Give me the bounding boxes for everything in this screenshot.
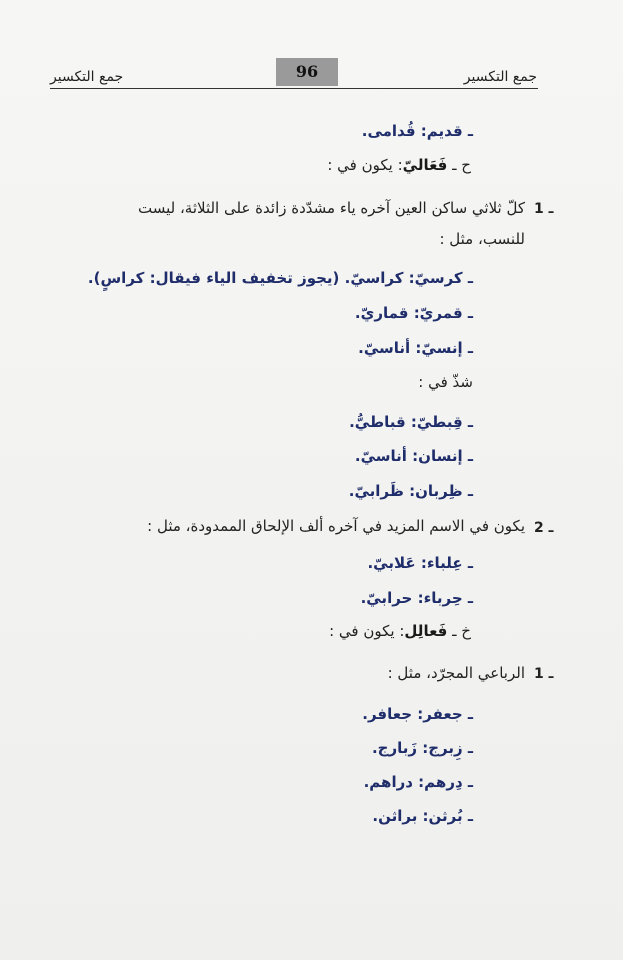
section-letter: خ ـ [447, 622, 471, 640]
header-rule [50, 88, 538, 89]
page-number: 96 [276, 58, 338, 86]
example-line: ـ زِبرج: زَبارج. [371, 739, 473, 757]
example-line: ـ عِلباء: عَلابيّ. [367, 554, 473, 572]
example-line: ـ جعفر: جعافر. [362, 705, 473, 723]
section-heading-rest: : يكون في : [327, 156, 403, 174]
running-header-left: جمع التكسير [50, 69, 124, 85]
example-line: ـ ظِربان: ظَرابيّ. [348, 482, 473, 500]
section-heading [327, 155, 471, 175]
section-pattern: فَعالِل [404, 622, 448, 640]
example-line: ـ إنسان: أناسيّ. [354, 447, 473, 465]
example-line: ـ قمريّ: قماريّ. [354, 304, 473, 322]
example-line: ـ إنسيّ: أناسيّ. [358, 339, 473, 357]
section-heading-rest: : يكون في : [329, 622, 405, 640]
list-number: 2 ـ [534, 520, 554, 536]
section-letter: ح ـ [447, 156, 471, 174]
example-line: ـ دِرهم: دراهم. [363, 773, 473, 791]
example-line: ـ قديم: قُدامى. [361, 122, 473, 140]
list-number: 1 ـ [534, 666, 554, 682]
paragraph-line: للنسب، مثل : [439, 230, 525, 248]
example-line: ـ حِرباء: حرابيّ. [360, 589, 473, 607]
paragraph-line: الرباعي المجرّد، مثل : [387, 664, 525, 682]
example-line: ـ قِبطيّ: قباطيُّ. [349, 413, 473, 431]
section-pattern: فَعَاليّ [402, 156, 448, 174]
example-line: ـ كرسيّ: كراسيّ. (يجوز تخفيف الياء فيقال: كراسٍ). [87, 269, 473, 287]
paragraph-line: يكون في الاسم المزيد في آخره ألف الإلحاق الممدودة، مثل : [147, 517, 525, 535]
example-line: ـ بُرثن: براثن. [372, 807, 473, 825]
section-heading [329, 621, 471, 641]
paragraph-line: كلّ ثلاثي ساكن العين آخره ياء مشدّدة زائدة على الثلاثة، ليست [137, 199, 525, 217]
running-header-right: جمع التكسير [463, 69, 537, 85]
list-number: 1 ـ [534, 201, 554, 217]
paragraph-line: شذّ في : [418, 373, 473, 391]
